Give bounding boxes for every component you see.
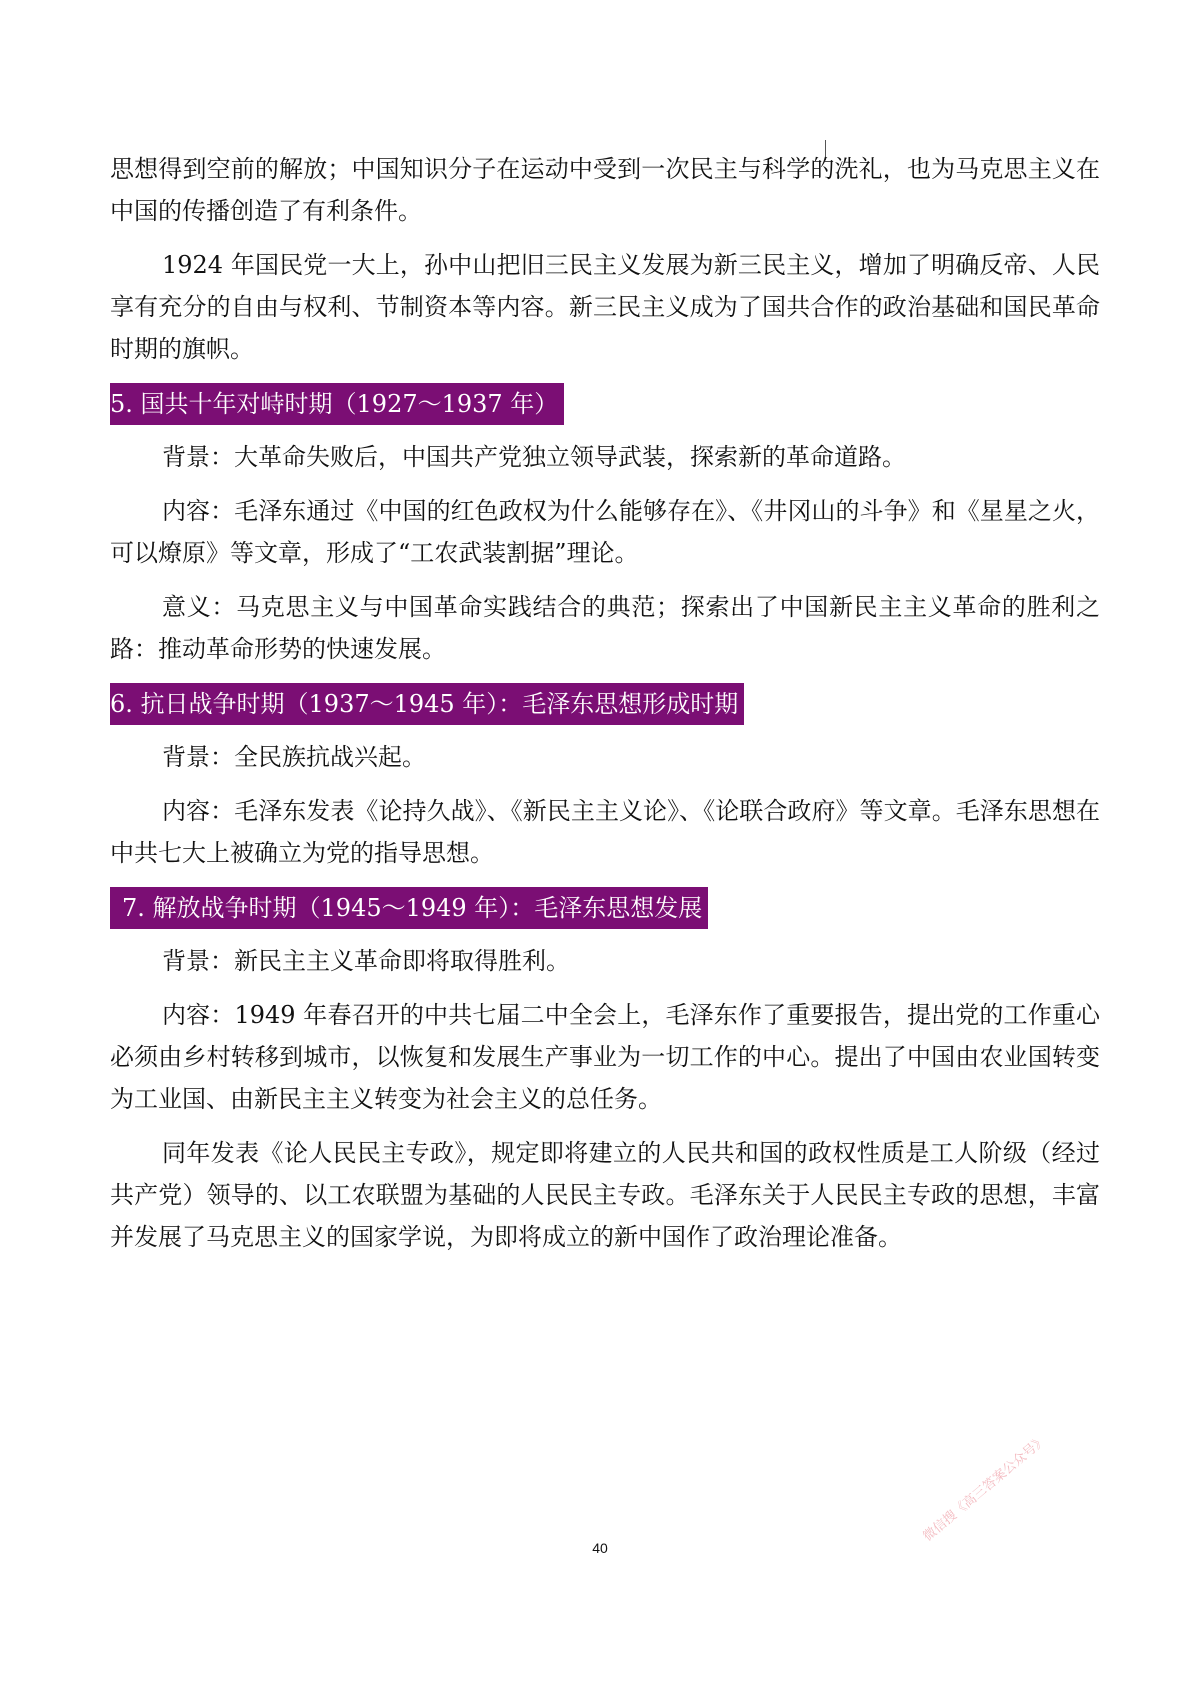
watermark: 微信搜《高三答案公众号》 — [920, 1432, 1050, 1545]
section-6-heading: 6. 抗日战争时期（1937～1945 年）：毛泽东思想形成时期 — [110, 683, 744, 725]
section-7-extra: 同年发表《论人民民主专政》，规定即将建立的人民共和国的政权性质是工人阶级（经过共产党）领导的、以工农联盟为基础的人民民主专政。毛泽东关于人民民主专政的思想，丰富并发展了马克思主义的国家学说，为即将成立的新中国作了政治理论准备。 — [110, 1139, 1100, 1251]
section-6-heading-row — [110, 682, 1100, 726]
section-5-heading: 5. 国共十年对峙时期（1927～1937 年） — [110, 383, 564, 425]
section-7-heading-row — [110, 886, 1100, 930]
page-number: 40 — [592, 1540, 608, 1556]
section-5-content: 内容：毛泽东通过《中国的红色政权为什么能够存在》、《井冈山的斗争》和《星星之火，可以燎原》等文章，形成了“工农武装割据”理论。 — [110, 497, 1100, 567]
section-7-background: 背景：新民主主义革命即将取得胜利。 — [162, 947, 570, 975]
page-content — [110, 148, 1100, 1270]
section-7-heading: 7. 解放战争时期（1945～1949 年）：毛泽东思想发展 — [110, 887, 708, 929]
section-5-heading-row — [110, 382, 1100, 426]
paragraph-sanmin-zhuyi: 1924 年国民党一大上，孙中山把旧三民主义发展为新三民主义，增加了明确反帝、人民享有充分的自由与权利、节制资本等内容。新三民主义成为了国共合作的政治基础和国民革命时期的旗帜。 — [110, 251, 1100, 363]
paragraph-continuation: 思想得到空前的解放；中国知识分子在运动中受到一次民主与科学的洗礼，也为马克思主义在中国的传播创造了有利条件。 — [110, 155, 1100, 225]
section-5-meaning: 意义：马克思主义与中国革命实践结合的典范；探索出了中国新民主主义革命的胜利之路：推动革命形势的快速发展。 — [110, 593, 1100, 663]
section-5-background: 背景：大革命失败后，中国共产党独立领导武装，探索新的革命道路。 — [162, 443, 906, 471]
section-7-content: 内容：1949 年春召开的中共七届二中全会上，毛泽东作了重要报告，提出党的工作重心必须由乡村转移到城市，以恢复和发展生产事业为一切工作的中心。提出了中国由农业国转变为工业国、由新民主主义转变为社会主义的总任务。 — [110, 1001, 1100, 1113]
section-6-background: 背景：全民族抗战兴起。 — [162, 743, 426, 771]
section-6-content: 内容：毛泽东发表《论持久战》、《新民主主义论》、《论联合政府》等文章。毛泽东思想在中共七大上被确立为党的指导思想。 — [110, 797, 1100, 867]
